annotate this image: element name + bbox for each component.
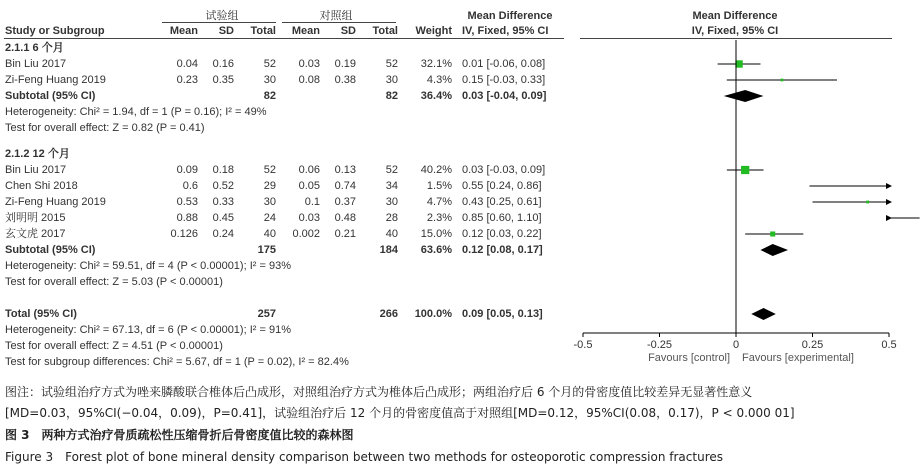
study-ci: 0.85 [0.60, 1.10] bbox=[462, 212, 542, 224]
study-weight: 4.7% bbox=[426, 196, 452, 208]
total-e-total: 257 bbox=[257, 308, 276, 320]
subtotal-label: Subtotal (95% CI) bbox=[5, 244, 96, 256]
study-c-mean: 0.03 bbox=[298, 58, 320, 70]
study-c-sd: 0.19 bbox=[334, 58, 356, 70]
study-e-mean: 0.04 bbox=[176, 58, 198, 70]
study-name: 玄文虎 2017 bbox=[5, 228, 66, 240]
subtotal-weight: 63.6% bbox=[420, 244, 452, 256]
study-ci: 0.12 [0.03, 0.22] bbox=[462, 228, 542, 240]
study-c-total: 40 bbox=[385, 228, 398, 240]
figure-caption-cn: 图 3 两种方式治疗骨质疏松性压缩骨折后骨密度值比较的森林图 bbox=[5, 428, 354, 442]
caption-note-line2: [MD=0.03，95%CI(−0.04，0.09)，P=0.41]，试验组治疗后 12 个月的骨密度值高于对照组[MD=0.12，95%CI(0.08，0.17)，P < 0.000 01] bbox=[5, 406, 795, 420]
study-e-total: 52 bbox=[263, 58, 276, 70]
study-weight: 4.3% bbox=[426, 74, 452, 86]
study-c-mean: 0.06 bbox=[298, 164, 320, 176]
ci-arrow-right bbox=[886, 199, 892, 205]
subtotal-ci: 0.12 [0.08, 0.17] bbox=[462, 244, 543, 256]
subtotal-label: Subtotal (95% CI) bbox=[5, 90, 96, 102]
md-ci-header: IV, Fixed, 95% CI bbox=[462, 25, 549, 37]
caption-note-line1: 图注：试验组治疗方式为唑来膦酸联合椎体后凸成形，对照组治疗方式为椎体后凸成形；两组治疗后 6 个月的骨密度值比较差异无显著性意义 bbox=[5, 385, 753, 399]
favours-experimental-label: Favours [experimental] bbox=[742, 352, 854, 364]
total-weight: 100.0% bbox=[414, 308, 452, 320]
ctl-mean-header: Mean bbox=[291, 25, 320, 37]
study-ci: 0.03 [-0.03, 0.09] bbox=[462, 164, 546, 176]
exp-mean-header: Mean bbox=[169, 25, 198, 37]
study-c-total: 34 bbox=[385, 180, 398, 192]
study-name: 刘明明 2015 bbox=[5, 212, 66, 224]
study-c-mean: 0.03 bbox=[298, 212, 320, 224]
total-heterogeneity-text: Heterogeneity: Chi² = 67.13, df = 6 (P < 0.00001); I² = 91% bbox=[5, 324, 291, 336]
study-c-sd: 0.38 bbox=[334, 74, 356, 86]
plot-subtitle: IV, Fixed, 95% CI bbox=[691, 25, 779, 37]
ci-arrow-right bbox=[886, 215, 892, 221]
study-e-mean: 0.53 bbox=[176, 196, 198, 208]
study-column-header: Study or Subgroup bbox=[5, 25, 105, 37]
study-c-mean: 0.002 bbox=[292, 228, 320, 240]
subtotal-e-total: 82 bbox=[263, 90, 276, 102]
study-e-total: 24 bbox=[263, 212, 276, 224]
study-c-sd: 0.48 bbox=[334, 212, 356, 224]
study-name: Bin Liu 2017 bbox=[5, 164, 67, 176]
study-marker bbox=[866, 201, 869, 204]
study-e-sd: 0.35 bbox=[212, 74, 234, 86]
study-e-mean: 0.6 bbox=[182, 180, 198, 192]
subtotal-weight: 36.4% bbox=[420, 90, 452, 102]
study-name: Bin Liu 2017 bbox=[5, 58, 67, 70]
study-marker bbox=[741, 166, 749, 174]
study-name: Chen Shi 2018 bbox=[5, 180, 78, 192]
study-c-mean: 0.1 bbox=[304, 196, 320, 208]
study-c-sd: 0.74 bbox=[334, 180, 356, 192]
study-c-sd: 0.37 bbox=[334, 196, 356, 208]
subgroup-title: 2.1.1 6 个月 bbox=[5, 42, 64, 54]
study-name: Zi-Feng Huang 2019 bbox=[5, 74, 106, 86]
study-weight: 15.0% bbox=[420, 228, 452, 240]
study-marker bbox=[770, 231, 775, 236]
study-weight: 40.2% bbox=[420, 164, 452, 176]
overall-effect-text: Test for overall effect: Z = 0.82 (P = 0.41) bbox=[5, 122, 205, 134]
total-c-total: 266 bbox=[379, 308, 398, 320]
study-e-sd: 0.24 bbox=[212, 228, 234, 240]
study-e-total: 29 bbox=[263, 180, 276, 192]
subtotal-diamond bbox=[760, 244, 788, 256]
md-column-title: Mean Difference bbox=[467, 10, 553, 22]
study-c-mean: 0.08 bbox=[298, 74, 320, 86]
study-name: Zi-Feng Huang 2019 bbox=[5, 196, 106, 208]
ctl-sd-header: SD bbox=[340, 25, 356, 37]
weight-header: Weight bbox=[415, 25, 452, 37]
study-e-total: 30 bbox=[263, 74, 276, 86]
study-e-sd: 0.33 bbox=[212, 196, 234, 208]
study-e-sd: 0.45 bbox=[212, 212, 234, 224]
subtotal-c-total: 82 bbox=[385, 90, 398, 102]
study-c-total: 52 bbox=[385, 164, 398, 176]
study-weight: 32.1% bbox=[420, 58, 452, 70]
total-ci: 0.09 [0.05, 0.13] bbox=[462, 308, 543, 320]
x-tick-label: 0.25 bbox=[801, 339, 824, 351]
study-e-mean: 0.126 bbox=[170, 228, 198, 240]
x-tick-label: -0.5 bbox=[573, 339, 593, 351]
subtotal-e-total: 175 bbox=[257, 244, 276, 256]
study-e-mean: 0.09 bbox=[176, 164, 198, 176]
study-e-total: 30 bbox=[263, 196, 276, 208]
exp-total-header: Total bbox=[250, 25, 276, 37]
study-ci: 0.55 [0.24, 0.86] bbox=[462, 180, 542, 192]
study-c-total: 30 bbox=[385, 74, 398, 86]
favours-control-label: Favours [control] bbox=[648, 352, 730, 364]
study-e-sd: 0.18 bbox=[212, 164, 234, 176]
group-control-label: 对照组 bbox=[319, 10, 353, 22]
group-experimental-label: 试验组 bbox=[205, 10, 239, 22]
study-c-mean: 0.05 bbox=[298, 180, 320, 192]
study-c-total: 52 bbox=[385, 58, 398, 70]
study-ci: 0.01 [-0.06, 0.08] bbox=[462, 58, 546, 70]
overall-effect-text: Test for overall effect: Z = 5.03 (P < 0.00001) bbox=[5, 276, 223, 288]
x-tick-label: 0.5 bbox=[881, 339, 897, 351]
total-diamond bbox=[751, 308, 775, 320]
study-e-sd: 0.52 bbox=[212, 180, 234, 192]
x-tick-label: 0 bbox=[732, 339, 740, 351]
ctl-total-header: Total bbox=[372, 25, 398, 37]
study-e-total: 40 bbox=[263, 228, 276, 240]
study-e-total: 52 bbox=[263, 164, 276, 176]
subtotal-c-total: 184 bbox=[379, 244, 398, 256]
study-weight: 1.5% bbox=[426, 180, 452, 192]
study-marker bbox=[781, 79, 784, 82]
figure-caption-en: Figure 3 Forest plot of bone mineral density comparison between two methods for osteoporotic compression fractures bbox=[5, 450, 723, 464]
study-c-total: 30 bbox=[385, 196, 398, 208]
subtotal-diamond bbox=[724, 90, 764, 102]
subtotal-ci: 0.03 [-0.04, 0.09] bbox=[462, 90, 547, 102]
heterogeneity-text: Heterogeneity: Chi² = 59.51, df = 4 (P < 0.00001); I² = 93% bbox=[5, 260, 291, 272]
plot-title: Mean Difference bbox=[692, 10, 778, 22]
heterogeneity-text: Heterogeneity: Chi² = 1.94, df = 1 (P = 0.16); I² = 49% bbox=[5, 106, 267, 118]
study-ci: 0.43 [0.25, 0.61] bbox=[462, 196, 542, 208]
study-e-mean: 0.23 bbox=[176, 74, 198, 86]
study-e-mean: 0.88 bbox=[176, 212, 198, 224]
subgroup-diff-text: Test for subgroup differences: Chi² = 5.67, df = 1 (P = 0.02), I² = 82.4% bbox=[5, 356, 349, 368]
study-c-sd: 0.21 bbox=[334, 228, 356, 240]
total-label: Total (95% CI) bbox=[5, 308, 77, 320]
study-ci: 0.15 [-0.03, 0.33] bbox=[462, 74, 546, 86]
total-overall-effect-text: Test for overall effect: Z = 4.51 (P < 0.00001) bbox=[5, 340, 223, 352]
x-tick-label: -0.25 bbox=[646, 339, 673, 351]
exp-sd-header: SD bbox=[218, 25, 234, 37]
study-e-sd: 0.16 bbox=[212, 58, 234, 70]
study-c-sd: 0.13 bbox=[334, 164, 356, 176]
study-weight: 2.3% bbox=[426, 212, 452, 224]
ci-arrow-right bbox=[886, 183, 892, 189]
subgroup-title: 2.1.2 12 个月 bbox=[5, 148, 70, 160]
study-c-total: 28 bbox=[385, 212, 398, 224]
